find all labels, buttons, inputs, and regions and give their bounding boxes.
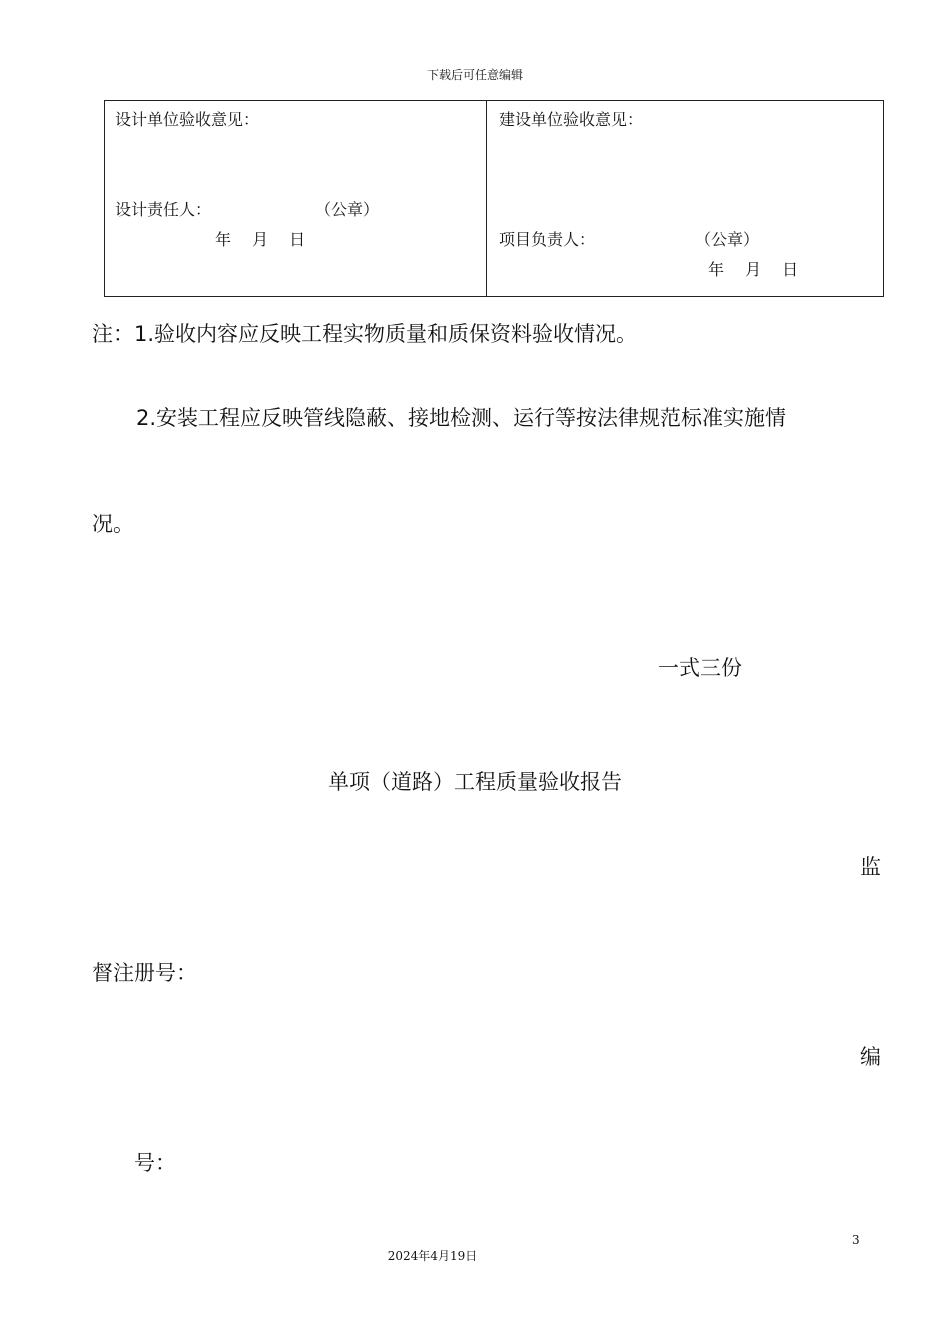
number-label-char: 编 (860, 1045, 881, 1069)
note-line-2: 2.安装工程应反映管线隐蔽、接地检测、运行等按法律规范标准实施情 (136, 406, 787, 430)
report-title: 单项（道路）工程质量验收报告 (328, 770, 622, 794)
copies-label: 一式三份 (658, 656, 742, 680)
note-line-1: 注：1.验收内容应反映工程实物质量和质保资料验收情况。 (92, 322, 638, 346)
design-seal-label: （公章） (315, 200, 380, 219)
construction-seal-label: （公章） (695, 230, 760, 249)
supervision-label-char: 监 (860, 855, 881, 879)
supervision-registration-label: 督注册号： (92, 961, 197, 985)
note-line-3: 况。 (92, 512, 134, 536)
design-date-label: 年 月 日 (215, 230, 306, 249)
design-responsible-label: 设计责任人： (115, 200, 212, 219)
number-label: 号： (134, 1151, 176, 1175)
footer-date: 2024年4月19日 (387, 1249, 478, 1263)
construction-date-label: 年 月 日 (708, 260, 799, 279)
construction-unit-opinion-label: 建设单位验收意见： (499, 110, 644, 129)
header-note: 下载后可任意编辑 (426, 68, 523, 82)
project-leader-label: 项目负责人： (499, 230, 596, 249)
design-unit-opinion-label: 设计单位验收意见： (115, 110, 260, 129)
page-number: 3 (852, 1233, 860, 1247)
signature-table (104, 100, 884, 297)
table-divider (486, 101, 487, 296)
